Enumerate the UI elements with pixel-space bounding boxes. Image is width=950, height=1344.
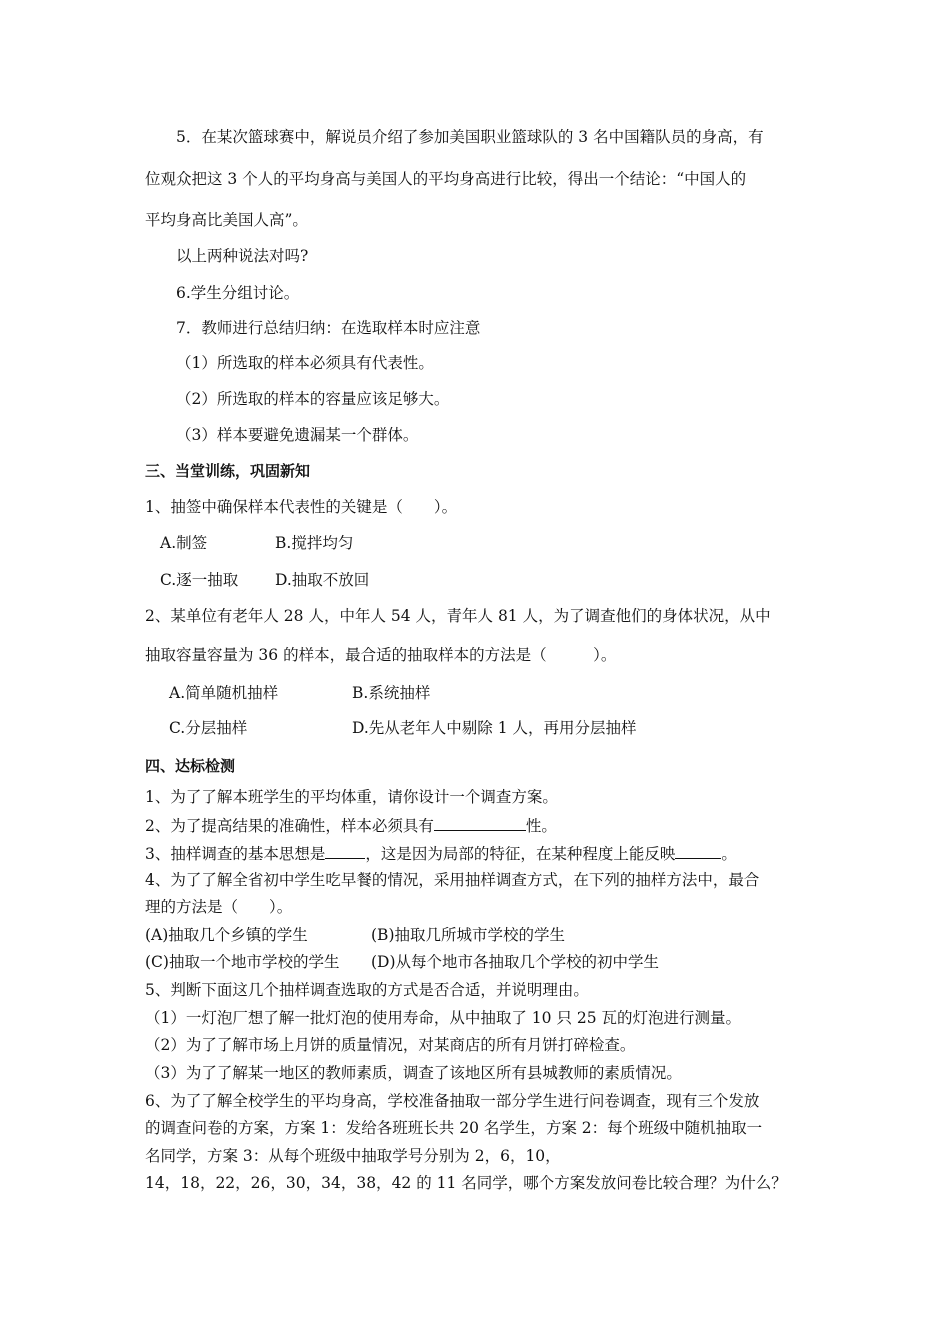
- test-3: [145, 843, 737, 864]
- test-4-option-b: (B)抽取几所城市学校的学生: [371, 926, 565, 944]
- test-5-item-2: （2）为了了解市场上月饼的质量情况，对某商店的所有月饼打碎检查。: [145, 1036, 636, 1054]
- test-5: 5、判断下面这几个抽样调查选取的方式是否合适，并说明理由。: [145, 981, 589, 999]
- item-7: 7．教师进行总结归纳：在选取样本时应注意: [176, 319, 481, 337]
- test-4-option-d: (D)从每个地市各抽取几个学校的初中学生: [371, 953, 660, 971]
- test-4-line-1: 4、为了了解全省初中学生吃早餐的情况，采用抽样调查方式，在下列的抽样方法中，最合: [145, 871, 760, 889]
- test-5-item-1: （1）一灯泡厂想了解一批灯泡的使用寿命，从中抽取了 10 只 25 瓦的灯泡进行测量。: [145, 1009, 742, 1027]
- exercise-1-option-a: A.制签: [160, 534, 208, 552]
- note-1: （1）所选取的样本必须具有代表性。: [176, 354, 434, 372]
- exercise-2-option-d: D.先从老年人中剔除 1 人，再用分层抽样: [352, 719, 637, 737]
- exercise-2-option-a: A.简单随机抽样: [169, 684, 279, 702]
- test-4-line-2: 理的方法是（ ）。: [145, 898, 293, 916]
- fill-blank[interactable]: [675, 843, 721, 859]
- test-6-line-3: 名同学，方案 3：从每个班级中抽取学号分别为 2，6，10，: [145, 1147, 561, 1165]
- exercise-1: 1、抽签中确保样本代表性的关键是（ ）。: [145, 498, 458, 516]
- test-6-line-2: 的调查问卷的方案，方案 1：发给各班班长共 20 名学生，方案 2：每个班级中随机抽取一: [145, 1119, 763, 1137]
- note-3: （3）样本要避免遗漏某一个群体。: [176, 426, 419, 444]
- test-1: 1、为了了解本班学生的平均体重，请你设计一个调查方案。: [145, 788, 558, 806]
- paragraph-5-line-2: 位观众把这 3 个人的平均身高与美国人的平均身高进行比较，得出一个结论：“中国人的: [145, 170, 747, 188]
- test-2-text-after: 性。: [525, 817, 557, 835]
- test-2-text-before: 2、为了提高结果的准确性，样本必须具有: [145, 817, 434, 835]
- exercise-2-option-c: C.分层抽样: [169, 719, 248, 737]
- exercise-1-option-c: C.逐一抽取: [160, 571, 239, 589]
- test-2: [145, 815, 557, 836]
- exercise-1-option-b: B.搅拌均匀: [275, 534, 354, 552]
- exercise-2-line-2: 抽取容量容量为 36 的样本，最合适的抽取样本的方法是（ ）。: [145, 646, 617, 664]
- test-3-text-before: 3、抽样调查的基本思想是: [145, 845, 326, 863]
- section-3-heading: 三、当堂训练，巩固新知: [145, 462, 311, 480]
- section-4-heading: 四、达标检测: [145, 757, 236, 775]
- test-3-text-middle: ，这是因为局部的特征，在某种程度上能反映: [365, 845, 676, 863]
- test-6-line-1: 6、为了了解全校学生的平均身高，学校准备抽取一部分学生进行问卷调查，现有三个发放: [145, 1092, 760, 1110]
- question-line: 以上两种说法对吗?: [176, 247, 309, 265]
- test-5-item-3: （3）为了了解某一地区的教师素质，调查了该地区所有县城教师的素质情况。: [145, 1064, 682, 1082]
- paragraph-5-line-3: 平均身高比美国人高”。: [145, 211, 308, 229]
- exercise-2-option-b: B.系统抽样: [352, 684, 431, 702]
- note-2: （2）所选取的样本的容量应该足够大。: [176, 390, 450, 408]
- paragraph-5-line-1: 5．在某次篮球赛中，解说员介绍了参加美国职业篮球队的 3 名中国籍队员的身高，有: [176, 128, 764, 146]
- fill-blank[interactable]: [325, 843, 365, 859]
- test-6-line-4: 14，18，22，26，30，34，38，42 的 11 名同学，哪个方案发放问卷比较合理？为什么？: [145, 1174, 787, 1192]
- exercise-2-line-1: 2、某单位有老年人 28 人，中年人 54 人，青年人 81 人，为了调查他们的身体状况，从中: [145, 607, 771, 625]
- test-3-text-after: 。: [721, 845, 737, 863]
- item-6: 6.学生分组讨论。: [176, 284, 300, 302]
- test-4-option-a: (A)抽取几个乡镇的学生: [145, 926, 308, 944]
- exercise-1-option-d: D.抽取不放回: [275, 571, 370, 589]
- test-4-option-c: (C)抽取一个地市学校的学生: [145, 953, 340, 971]
- fill-blank[interactable]: [434, 815, 526, 831]
